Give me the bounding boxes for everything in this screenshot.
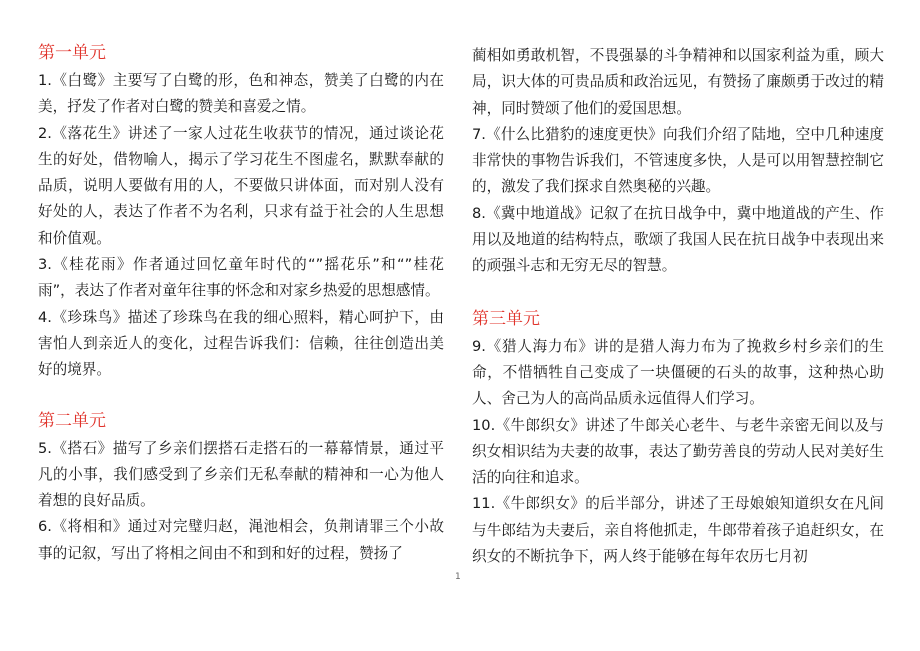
item-10: 10.《牛郎织女》讲述了牛郎关心老牛、与老牛亲密无间以及与织女相识结为夫妻的故事，表达了勤劳善良的劳动人民对美好生活的向往和追求。: [472, 416, 884, 487]
item-6: 6.《将相和》通过对完璧归赵，渑池相会，负荆请罪三个小故事的记叙，写出了将相之间由不和到和好的过程，赞扬了: [38, 518, 444, 562]
item-7: 7.《什么比猎豹的速度更快》向我们介绍了陆地，空中几种速度非常快的事物告诉我们，不管速度多快，人是可以用智慧控制它的，激发了我们探求自然奥秘的兴趣。: [472, 125, 884, 196]
left-column: [38, 0, 444, 567]
unit1-heading: 第一单元: [38, 43, 106, 63]
item-6-continued: 蔺相如勇敢机智，不畏强暴的斗争精神和以国家利益为重，顾大局，识大体的可贵品质和政治远见，有赞扬了廉颇勇于改过的精神，同时赞颂了他们的爱国思想。: [472, 47, 884, 117]
unit2-heading: 第二单元: [38, 410, 106, 431]
item-9: 9.《猎人海力布》讲的是猎人海力布为了挽救乡村乡亲们的生命，不惜牺牲自己变成了一块僵硬的石头的故事，这种热心助人、舍己为人的高尚品质永远值得人们学习。: [472, 337, 884, 408]
item-2: 2.《落花生》讲述了一家人过花生收获节的情况，通过谈论花生的好处，借物喻人，揭示了学习花生不图虚名，默默奉献的品质，说明人要做有用的人，不要做只讲体面，而对别人没有好处的人，表达了作者不为名利，只求有益于社会的人生思想和价值观。: [38, 124, 444, 247]
item-11: 11.《牛郎织女》的后半部分，讲述了王母娘娘知道织女在凡间与牛郎结为夫妻后，亲自将他抓走，牛郎带着孩子追赶织女，在织女的不断抗争下，两人终于能够在每年农历七月初: [472, 495, 884, 566]
item-1: 1.《白鹭》主要写了白鹭的形，色和神态，赞美了白鹭的内在美，抒发了作者对白鹭的赞美和喜爱之情。: [38, 72, 444, 116]
unit3-heading: 第三单元: [472, 308, 540, 329]
item-3: 3.《桂花雨》作者通过回忆童年时代的“”摇花乐”和“”桂花雨”，表达了作者对童年往事的怀念和对家乡热爱的思想感情。: [38, 256, 444, 300]
item-5: 5.《搭石》描写了乡亲们摆搭石走搭石的一幕幕情景，通过平凡的小事，我们感受到了乡亲们无私奉献的精神和一心为他人着想的良好品质。: [38, 439, 444, 510]
page-number: 1: [455, 572, 461, 582]
right-column: [472, 0, 884, 570]
item-4: 4.《珍珠鸟》描述了珍珠鸟在我的细心照料，精心呵护下，由害怕人到亲近人的变化，过程告诉我们：信赖，往往创造出美好的境界。: [38, 308, 444, 379]
item-8: 8.《冀中地道战》记叙了在抗日战争中，冀中地道战的产生、作用以及地道的结构特点，歌颂了我国人民在抗日战争中表现出来的顽强斗志和无穷无尽的智慧。: [472, 204, 884, 275]
